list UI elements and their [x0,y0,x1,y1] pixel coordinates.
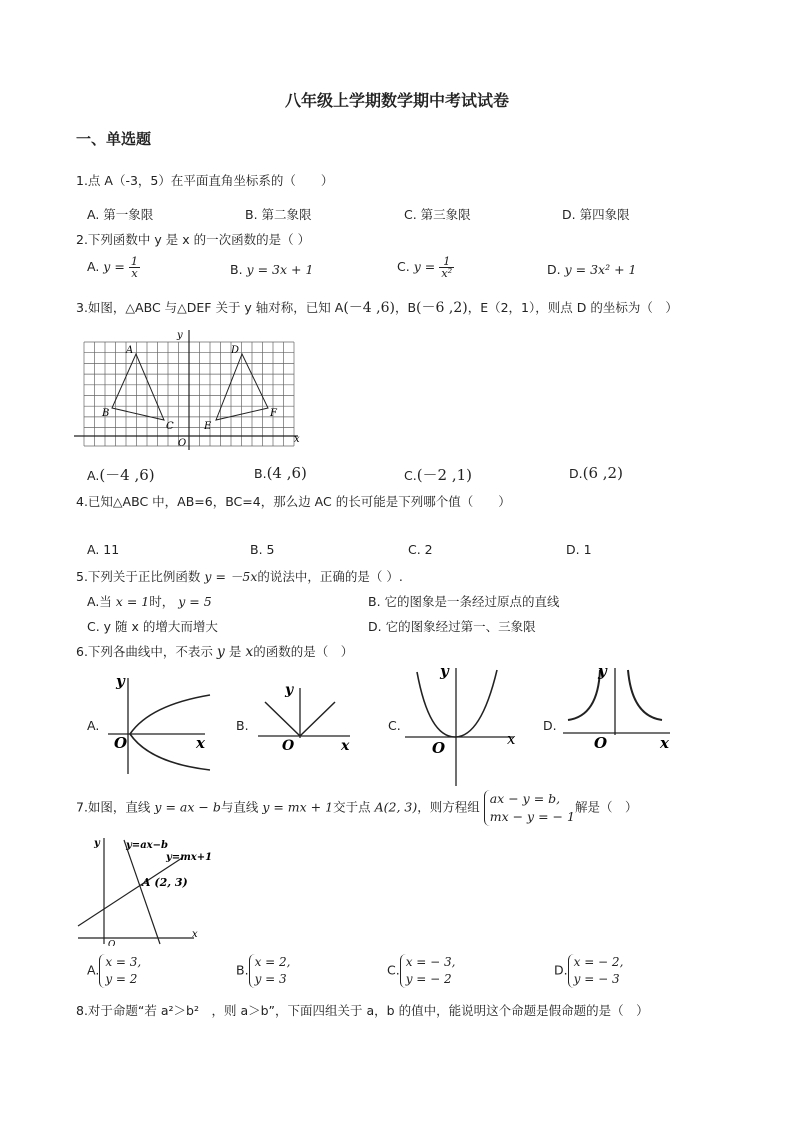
x-label: x [507,730,516,748]
stem-text: 是 [228,644,242,659]
expr-lhs: y = [413,259,436,274]
label-a: A [126,345,134,356]
expression: y = 3x² + 1 [564,262,637,277]
var-y: y [216,644,225,660]
y-label: y [116,672,125,690]
x-label: x [192,929,198,940]
option-system [400,954,456,988]
x-axis-label: x [294,434,300,445]
x-label: x [196,734,205,752]
label-e: E [204,421,212,432]
option-label: C. [397,259,410,274]
expression: y = 3x + 1 [246,262,314,277]
system-line: x = 3, [105,955,142,969]
origin-label: O [178,438,187,449]
numerator: 1 [130,254,139,268]
equation-2: mx − y = − 1 [489,809,575,824]
parabola [417,670,497,737]
system-line: x = 2, [254,955,291,969]
intersection-point: A(2, 3) [374,799,418,815]
system-line: y = 3 [254,972,287,986]
coord-a: (－4 ,6) [343,300,395,316]
option-label: D. [547,262,561,277]
function-expression: y = －5x [204,569,258,584]
origin-label: O [594,734,608,752]
question-2-stem: 2.下列函数中 y 是 x 的一次函数的是（ ） [76,232,311,247]
var-x: x [245,644,254,660]
stem-text: 5.下列关于正比例函数 [76,569,201,584]
system-line: y = 2 [105,972,138,986]
q3-option-b[interactable] [254,464,307,482]
option-value: (4 ,6) [266,464,307,482]
equation-system [484,790,575,826]
q7-option-d[interactable] [554,954,623,988]
line-mx-plus-1 [78,858,182,926]
option-label: B. [254,466,267,481]
right-hyperbola-branch [628,670,662,720]
q3-option-a[interactable] [87,464,155,485]
x-label: x [341,738,350,754]
triangle-def [216,354,268,420]
option-text: 时， [149,594,175,609]
stem-text: 的说法中，正确的是（ ）. [257,569,403,584]
stem-text: 交于点 [333,799,371,815]
denominator: x² [441,266,453,280]
expression: y = 5 [178,594,212,609]
q7-option-c[interactable] [387,954,455,988]
equation-1: ax − y = b, [489,791,561,806]
y-label: y [440,662,449,680]
question-8-stem: 8.对于命题“若 a²＞b² ，则 a＞b”，下面四组关于 a，b 的值中，能说明这个命题是假命题的是（ ） [76,1003,649,1018]
q4-option-c[interactable]: C. 2 [408,542,433,557]
option-label: B. [230,262,243,277]
expression: x = 1 [115,594,150,609]
q5-option-c[interactable]: C. y 随 x 的增大而增大 [87,619,218,634]
y-label: y [94,838,100,849]
option-value: (－4 ,6) [99,466,155,484]
option-value: (－2 ,1) [416,466,473,484]
label-d: D [231,345,240,356]
origin-label: O [282,738,295,754]
question-3-stem [76,297,678,317]
label-b: B [102,408,110,419]
line-2-label: y=mx+1 [166,852,213,863]
label-c: C [166,421,174,432]
q4-option-d[interactable]: D. 1 [566,542,592,557]
stem-text: ，则方程组 [417,799,480,815]
question-7-stem [76,790,637,826]
q2-option-c[interactable] [397,256,454,279]
q6-option-c-label[interactable]: C. [388,718,401,733]
stem-text: 的函数的是（ ） [253,644,354,659]
option-system [568,954,624,988]
denominator: x [131,266,138,280]
option-system [249,954,291,988]
option-label: C. [387,962,400,978]
option-label: D. [569,466,583,481]
q2-option-d[interactable] [547,262,636,277]
q5-option-d[interactable]: D. 它的图象经过第一、三象限 [368,619,536,634]
option-label: C. [404,468,417,483]
section-heading: 一、单选题 [76,130,152,148]
origin-label: O [108,940,116,946]
q4-option-a[interactable]: A. 11 [87,542,120,557]
q2-option-b[interactable] [230,262,313,277]
fraction [439,256,454,279]
question-5-stem [76,567,403,585]
symmetry-grid-figure [74,328,304,450]
q6-option-a-label[interactable]: A. [87,718,100,733]
system-line: y = − 3 [573,972,620,986]
line-1-expr: y = ax − b [154,799,221,815]
q6-graph-a[interactable] [100,670,215,780]
stem-text: ，E（2，1），则点 D 的坐标为（ ） [467,300,678,315]
q6-option-b-label[interactable]: B. [236,718,249,733]
q6-graph-b[interactable] [255,678,355,758]
fraction [129,256,140,279]
point-a-label: A (2, 3) [142,876,188,889]
q6-option-d-label[interactable]: D. [543,718,557,733]
q4-option-b[interactable]: B. 5 [250,542,275,557]
page-title: 八年级上学期数学期中考试试卷 [284,91,509,110]
q7-option-a[interactable] [87,954,141,988]
y-axis-label: y [177,330,183,341]
q1-option-d[interactable]: D. 第四象限 [562,207,630,222]
x-label: x [660,734,669,752]
line-1-label: y=ax−b [126,840,169,851]
left-hyperbola-branch [568,670,600,720]
coord-b: (－6 ,2) [416,300,468,316]
stem-text: 6.下列各曲线中，不表示 [76,644,213,659]
sideways-parabola [130,695,210,770]
option-label: A. [87,468,100,483]
q6-graph-c[interactable] [402,658,524,788]
label-f: F [270,408,277,419]
q5-option-a[interactable] [87,592,212,610]
system-line: y = − 2 [405,972,452,986]
expr-lhs: y = [103,259,125,274]
question-1-stem: 1.点 A（-3，5）在平面直角坐标系的（ ） [76,173,334,188]
q5-option-b[interactable]: B. 它的图象是一条经过原点的直线 [368,594,560,609]
option-value: (6 ,2) [582,464,623,482]
intersecting-lines-figure [74,834,214,946]
numerator: 1 [439,256,454,268]
option-label: A. [87,259,100,274]
triangle-abc [112,354,164,420]
line-2-expr: y = mx + 1 [262,799,334,815]
stem-text: ，B [394,300,417,315]
y-label: y [598,662,607,680]
stem-text: 3.如图，△ABC 与△DEF 关于 y 轴对称，已知 A [76,300,344,315]
q6-graph-d[interactable] [560,660,675,755]
stem-text: 7.如图，直线 [76,799,151,815]
question-4-stem: 4.已知△ABC 中，AB=6，BC=4，那么边 AC 的长可能是下列哪个值（ ） [76,494,511,509]
q3-option-d[interactable] [569,464,623,482]
option-label: A. [87,962,100,978]
option-text: A.当 [87,594,112,609]
origin-label: O [432,739,446,757]
system-line: x = − 3, [405,955,456,969]
y-label: y [285,682,294,698]
q3-option-c[interactable] [404,464,472,485]
system-line: x = − 2, [573,955,624,969]
option-label: B. [236,962,249,978]
q7-option-b[interactable] [236,954,290,988]
origin-label: O [114,734,128,752]
option-label: D. [554,962,568,978]
q1-option-a[interactable]: A. 第一象限 [87,207,154,222]
stem-text: 解是（ ） [574,799,638,815]
stem-text: 与直线 [220,799,259,815]
q2-option-a[interactable] [87,256,140,279]
q1-option-c[interactable]: C. 第三象限 [404,207,471,222]
question-6-stem [76,642,353,660]
q1-option-b[interactable]: B. 第二象限 [245,207,312,222]
option-system [99,954,141,988]
